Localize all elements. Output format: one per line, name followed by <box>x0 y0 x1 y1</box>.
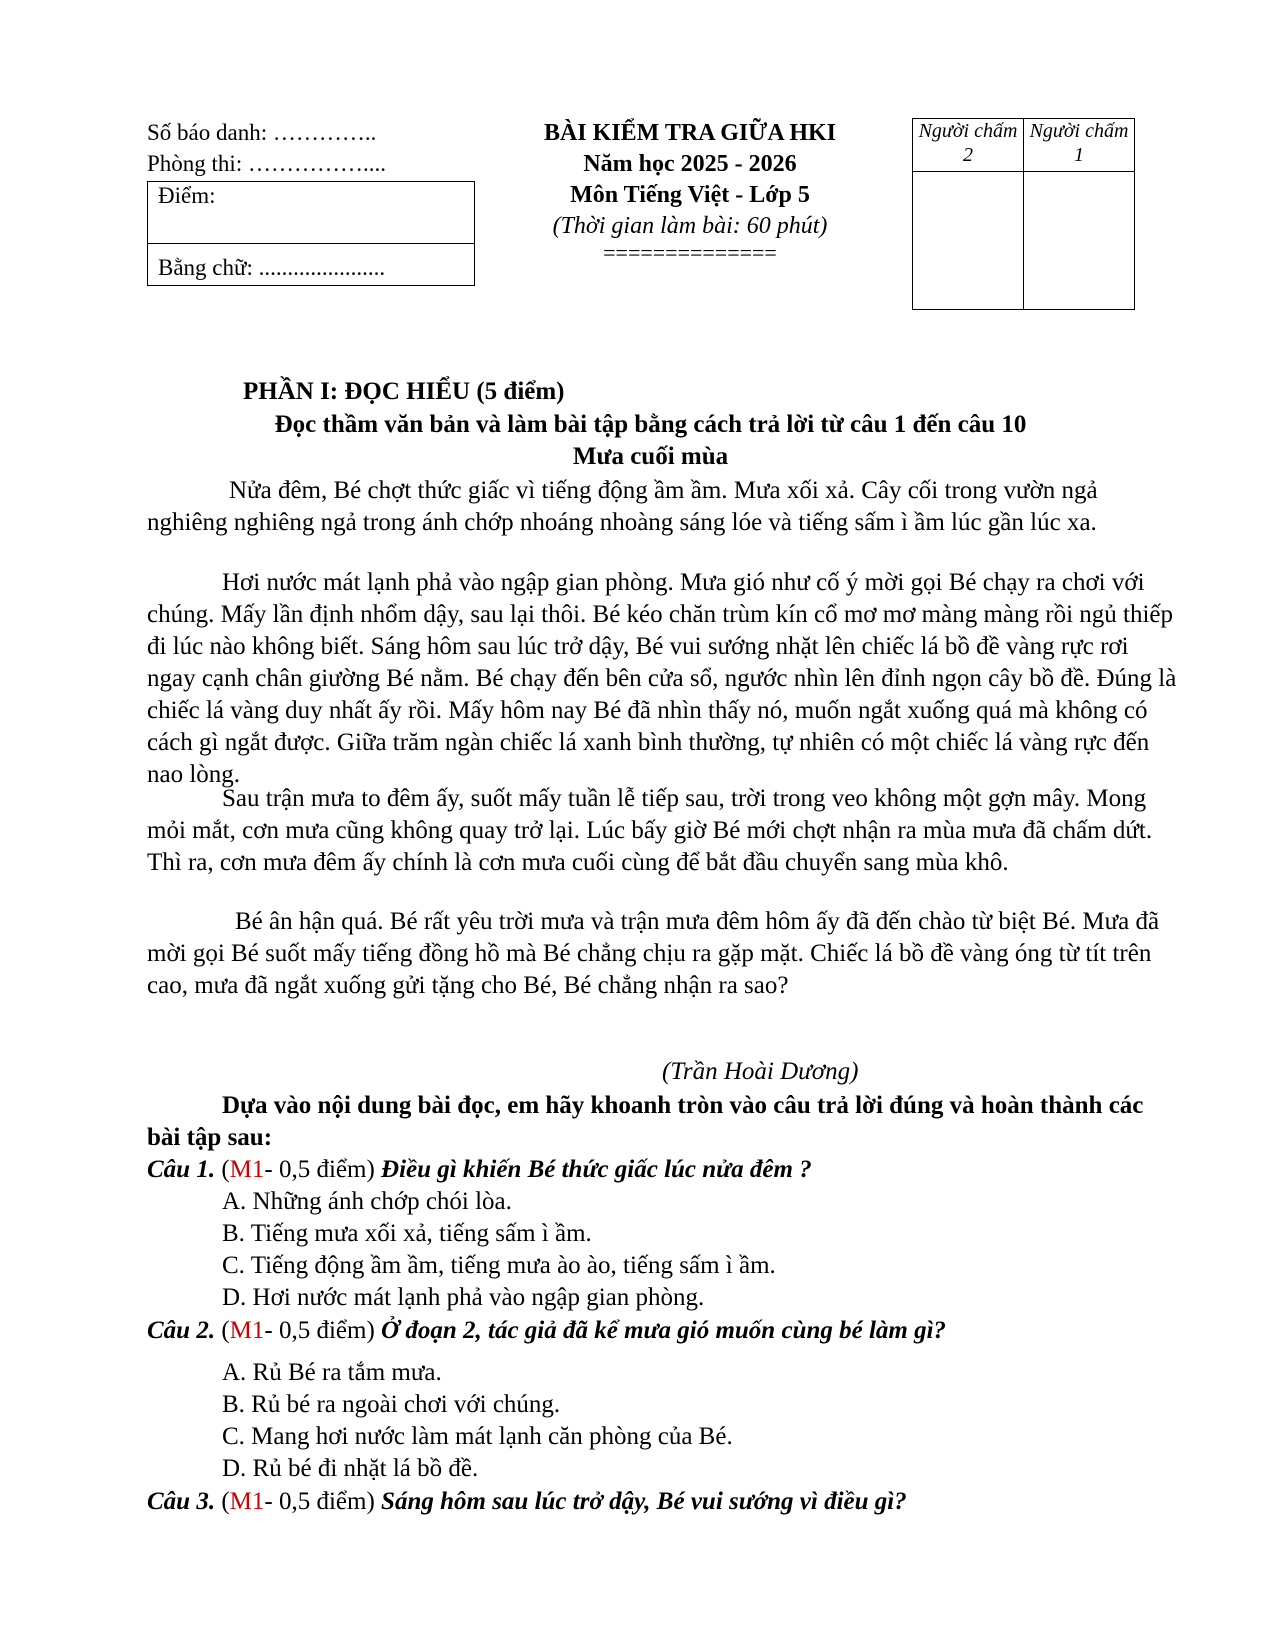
question-2 <box>147 1315 946 1347</box>
question-level: M1 <box>229 1156 265 1183</box>
time-limit: (Thời gian làm bài: 60 phút) <box>552 213 828 239</box>
question-text: Điều gì khiến Bé thức giấc lúc nửa đêm ? <box>381 1156 812 1183</box>
grader-2-signature-cell <box>913 172 1024 310</box>
question-1-option-a[interactable]: A. Những ánh chớp chói lòa. <box>222 1188 512 1215</box>
score-in-words: Bằng chữ: ...................... <box>158 255 386 280</box>
exam-heading <box>520 118 860 264</box>
part-title: PHẦN I: ĐỌC HIỂU (5 điểm) <box>243 378 565 405</box>
question-points: - 0,5 điểm) <box>264 1156 382 1183</box>
story-paragraph-3: Sau trận mưa to đêm ấy, suốt mấy tuần lễ tiếp sau, trời trong veo không một gợn mây. Mong mỏi mắt, cơn mưa cũng không quay trở lại. Lúc bấy giờ Bé mới chợt nhận ra mùa mưa đã chấm dứt. Thì ra, cơn mưa đêm ấy chính là cơn mưa cuối cùng để bắt đầu chuyển sang mùa khô. <box>147 785 1153 876</box>
question-3 <box>147 1486 907 1518</box>
grader-table <box>912 118 1135 310</box>
question-points: - 0,5 điểm) <box>264 1317 382 1344</box>
question-level: M1 <box>229 1317 265 1344</box>
question-label: Câu 1. <box>147 1156 216 1183</box>
candidate-info <box>147 117 386 179</box>
question-1-option-c[interactable]: C. Tiếng động ầm ầm, tiếng mưa ào ào, tiếng sấm ì ầm. <box>222 1252 776 1279</box>
question-points: - 0,5 điểm) <box>264 1488 382 1515</box>
story-paragraph-1: Nửa đêm, Bé chợt thức giấc vì tiếng động ầm ầm. Mưa xối xả. Cây cối trong vườn ngả nghiêng nghiêng ngả trong ánh chớp nhoáng nhoàng sáng lóe và tiếng sấm ì ầm lúc gần lúc xa. <box>147 477 1098 536</box>
question-paren: ( <box>215 1156 230 1183</box>
question-level: M1 <box>229 1488 265 1515</box>
grader-2-header: Người chấm 2 <box>913 119 1024 172</box>
question-paren: ( <box>215 1488 230 1515</box>
question-2-option-d[interactable]: D. Rủ bé đi nhặt lá bồ đề. <box>222 1455 479 1482</box>
question-2-option-b[interactable]: B. Rủ bé ra ngoài chơi với chúng. <box>222 1391 561 1418</box>
grader-1-signature-cell <box>1024 172 1135 310</box>
question-paren: ( <box>215 1317 230 1344</box>
reading-instruction: Đọc thầm văn bản và làm bài tập bằng cách trả lời từ câu 1 đến câu 10 <box>274 411 1027 438</box>
candidate-number: Số báo danh: ………….. <box>147 120 377 145</box>
question-label: Câu 3. <box>147 1488 216 1515</box>
story-paragraph-4: Bé ân hận quá. Bé rất yêu trời mưa và trận mưa đêm hôm ấy đã đến chào từ biệt Bé. Mưa đã mời gọi Bé suốt mấy tiếng đồng hồ mà Bé chẳng chịu ra gặp mặt. Chiếc lá bồ đề vàng óng từ tít trên cao, mưa đã ngắt xuống gửi tặng cho Bé, Bé chẳng nhận ra sao? <box>147 908 1160 999</box>
score-box <box>147 181 475 286</box>
question-1-option-b[interactable]: B. Tiếng mưa xối xả, tiếng sấm ì ầm. <box>222 1220 592 1247</box>
question-label: Câu 2. <box>147 1317 216 1344</box>
subject: Môn Tiếng Việt - Lớp 5 <box>570 182 810 208</box>
score-label: Điểm: <box>148 182 474 244</box>
story-paragraph-2: Hơi nước mát lạnh phả vào ngập gian phòng. Mưa gió như cố ý mời gọi Bé chạy ra chơi với chúng. Mấy lần định nhổm dậy, sau lại thôi. Bé kéo chăn trùm kín cổ mơ mơ màng màng rồi ngủ thiếp đi lúc nào không biết. Sáng hôm sau lúc trở dậy, Bé vui sướng nhặt lên chiếc lá bồ đề vàng rực rơi ngay cạnh chân giường Bé nằm. Bé chạy đến bên cửa sổ, ngước nhìn lên đỉnh ngọn cây bồ đề. Đúng là chiếc lá vàng duy nhất ấy rồi. Mấy hôm nay Bé đã nhìn thấy nó, muốn ngắt xuống quá mà không có cách gì ngắt được. Giữa trăm ngàn chiếc lá xanh bình thường, tự nhiên có một chiếc lá vàng rực đến nao lòng. <box>147 569 1177 788</box>
question-2-option-c[interactable]: C. Mang hơi nước làm mát lạnh căn phòng của Bé. <box>222 1423 733 1450</box>
exam-title: BÀI KIỂM TRA GIỮA HKI <box>543 120 837 146</box>
story-author: (Trần Hoài Dương) <box>662 1058 859 1085</box>
separator-line: ============== <box>603 240 777 265</box>
story-title: Mưa cuối mùa <box>572 443 729 470</box>
question-text: Sáng hôm sau lúc trở dậy, Bé vui sướng vì điều gì? <box>381 1488 907 1515</box>
school-year: Năm học 2025 - 2026 <box>583 151 797 177</box>
task-instruction: Dựa vào nội dung bài đọc, em hãy khoanh tròn vào câu trả lời đúng và hoàn thành các bài tập sau: <box>147 1092 1144 1151</box>
question-1 <box>147 1154 812 1186</box>
question-1-option-d[interactable]: D. Hơi nước mát lạnh phả vào ngập gian phòng. <box>222 1284 705 1311</box>
grader-1-header: Người chấm 1 <box>1024 119 1135 172</box>
exam-room: Phòng thi: …………….... <box>147 151 386 176</box>
question-2-option-a[interactable]: A. Rủ Bé ra tắm mưa. <box>222 1359 442 1386</box>
question-text: Ở đoạn 2, tác giả đã kể mưa gió muốn cùng bé làm gì? <box>381 1317 947 1344</box>
